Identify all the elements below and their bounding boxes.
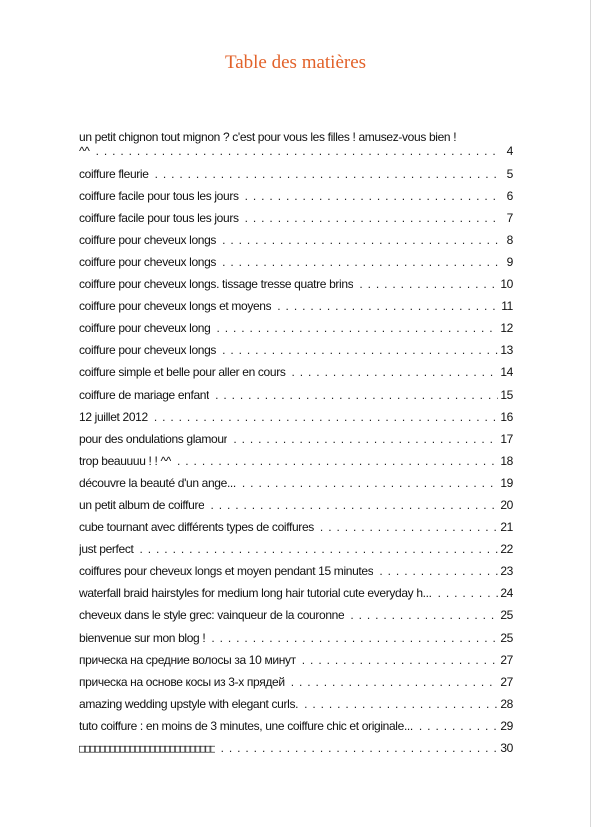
toc-entry-text: coiffure pour cheveux long: [79, 321, 211, 336]
toc-entry-text: coiffure simple et belle pour aller en cours: [79, 365, 286, 380]
dot-leader: [140, 542, 499, 556]
dot-leader: [350, 608, 498, 622]
toc-entry-text: coiffure pour cheveux longs. tissage tresse quatre brins: [79, 277, 354, 292]
toc-entry-text: □□□□□□□□□□□□□□□□□□□□□□□□□□□: [79, 742, 215, 756]
toc-entry-page: 6: [506, 188, 513, 203]
dot-leader: [211, 631, 498, 645]
toc-entry[interactable]: [79, 130, 513, 167]
toc-entry[interactable]: [79, 564, 513, 586]
toc-entry-page: 11: [501, 299, 513, 314]
toc-entry-text: ^^: [79, 144, 90, 158]
toc-entry-text: прическа на средние волосы за 10 минут: [79, 652, 296, 667]
toc-entry[interactable]: [79, 167, 513, 189]
toc-entry[interactable]: [79, 719, 513, 741]
toc-entry-text: coiffure facile pour tous les jours: [79, 210, 239, 225]
toc-entry-page: 7: [506, 210, 513, 225]
toc-entry-text: bienvenue sur mon blog !: [79, 630, 206, 645]
toc-entry[interactable]: [79, 675, 513, 697]
toc-entry[interactable]: [79, 321, 513, 343]
toc-entry-text: just perfect: [79, 542, 134, 557]
toc-entry-text: coiffure pour cheveux longs et moyens: [79, 299, 272, 314]
toc-entry-page: 19: [500, 475, 513, 490]
toc-entry[interactable]: [79, 498, 513, 520]
toc-title: Table des matières: [224, 52, 367, 73]
toc-entry[interactable]: [79, 586, 513, 608]
toc-entry-text-line1: un petit chignon tout mignon ? c'est pour vous les filles ! amusez-vous bien !: [79, 130, 457, 144]
toc-entry-page: 13: [500, 343, 513, 358]
dot-leader: [96, 144, 499, 158]
toc-entry-text: coiffures pour cheveux longs et moyen pendant 15 minutes: [79, 564, 374, 579]
toc-entry-text: coiffure facile pour tous les jours: [79, 188, 239, 203]
toc-entry-page: 5: [506, 166, 513, 181]
toc-entry-page: 10: [500, 277, 513, 292]
dot-leader: [221, 741, 499, 755]
toc-entry[interactable]: [79, 255, 513, 277]
toc-entry[interactable]: [79, 476, 513, 498]
dot-leader: [245, 189, 499, 203]
toc-entry[interactable]: [79, 365, 513, 387]
toc-entry-text: pour des ondulations glamour: [79, 431, 228, 446]
table-of-contents: [79, 130, 513, 763]
toc-entry-text: découvre la beauté d'un ange...: [79, 475, 236, 490]
dot-leader: [245, 211, 499, 225]
toc-entry-page: 15: [500, 387, 513, 402]
toc-entry[interactable]: [79, 410, 513, 432]
dot-leader: [277, 299, 499, 313]
toc-entry-text: прическа на основе косы из 3-х прядей: [79, 674, 285, 689]
toc-entry[interactable]: [79, 233, 513, 255]
toc-entry-page: 22: [500, 542, 513, 557]
toc-entry[interactable]: [79, 388, 513, 410]
dot-leader: [304, 697, 498, 711]
toc-entry-text: coiffure fleurie: [79, 166, 149, 181]
dot-leader: [222, 343, 498, 357]
toc-entry[interactable]: [79, 608, 513, 630]
toc-entry-page: 14: [500, 365, 513, 380]
dot-leader: [438, 586, 499, 600]
toc-entry-page: 23: [500, 564, 513, 579]
dot-leader: [177, 454, 498, 468]
toc-entry-page: 9: [506, 254, 513, 269]
toc-entry-text: tuto coiffure : en moins de 3 minutes, une coiffure chic et originale...: [79, 718, 413, 733]
toc-entry[interactable]: [79, 454, 513, 476]
toc-entry-text: coiffure pour cheveux longs: [79, 232, 217, 247]
toc-entry[interactable]: [79, 653, 513, 675]
dot-leader: [242, 476, 498, 490]
toc-entry-text: waterfall braid hairstyles for medium long hair tutorial cute everyday h...: [79, 586, 432, 601]
toc-entry-page: 29: [500, 718, 513, 733]
toc-entry-text: coiffure pour cheveux longs: [79, 343, 217, 358]
dot-leader: [210, 498, 498, 512]
toc-entry-page: 24: [500, 586, 513, 601]
toc-entry-text: cheveux dans le style grec: vainqueur de la couronne: [79, 608, 345, 623]
dot-leader: [154, 410, 499, 424]
toc-entry[interactable]: [79, 299, 513, 321]
toc-entry[interactable]: [79, 211, 513, 233]
toc-entry-text: trop beauuuu ! ! ^^: [79, 453, 172, 468]
dot-leader: [292, 365, 499, 379]
dot-leader: [222, 233, 499, 247]
dot-leader: [291, 675, 499, 689]
toc-entry-page: 8: [506, 232, 513, 247]
toc-entry-text: coiffure pour cheveux longs: [79, 254, 217, 269]
toc-entry[interactable]: [79, 277, 513, 299]
dot-leader: [302, 653, 499, 667]
toc-entry-page: 20: [500, 498, 513, 512]
toc-entry-page: 16: [500, 409, 513, 424]
toc-entry-text: un petit album de coiffure: [79, 498, 205, 512]
toc-entry[interactable]: [79, 631, 513, 653]
dot-leader: [379, 564, 498, 578]
toc-entry[interactable]: [79, 697, 513, 719]
toc-entry-page: 27: [500, 652, 513, 667]
dot-leader: [359, 277, 498, 291]
toc-entry-text: 12 juillet 2012: [79, 409, 148, 424]
toc-entry-page: 28: [500, 696, 513, 711]
dot-leader: [155, 167, 499, 181]
toc-entry-text: coiffure de mariage enfant: [79, 387, 210, 402]
dot-leader: [216, 321, 498, 335]
toc-entry-page: 12: [500, 321, 513, 336]
toc-entry-page: 25: [500, 630, 513, 645]
toc-entry[interactable]: [79, 520, 513, 542]
dot-leader: [320, 520, 498, 534]
dot-leader: [215, 388, 498, 402]
toc-entry[interactable]: [79, 542, 513, 564]
dot-leader: [222, 255, 499, 269]
toc-entry[interactable]: [79, 432, 513, 454]
toc-entry-page: 30: [500, 741, 513, 756]
toc-entry-page: 25: [500, 608, 513, 623]
toc-entry-page: 21: [500, 520, 513, 535]
toc-entry-text: amazing wedding upstyle with elegant curls.: [79, 696, 299, 711]
toc-entry[interactable]: [79, 343, 513, 365]
toc-entry-page: 17: [500, 431, 513, 446]
toc-entry[interactable]: [79, 741, 513, 763]
toc-entry-page: 4: [506, 144, 513, 158]
dot-leader: [233, 432, 498, 446]
toc-entry[interactable]: [79, 189, 513, 211]
toc-entry-page: 27: [500, 674, 513, 689]
toc-entry-text: cube tournant avec différents types de coiffures: [79, 520, 314, 535]
toc-entry-page: 18: [500, 453, 513, 468]
dot-leader: [419, 719, 498, 733]
